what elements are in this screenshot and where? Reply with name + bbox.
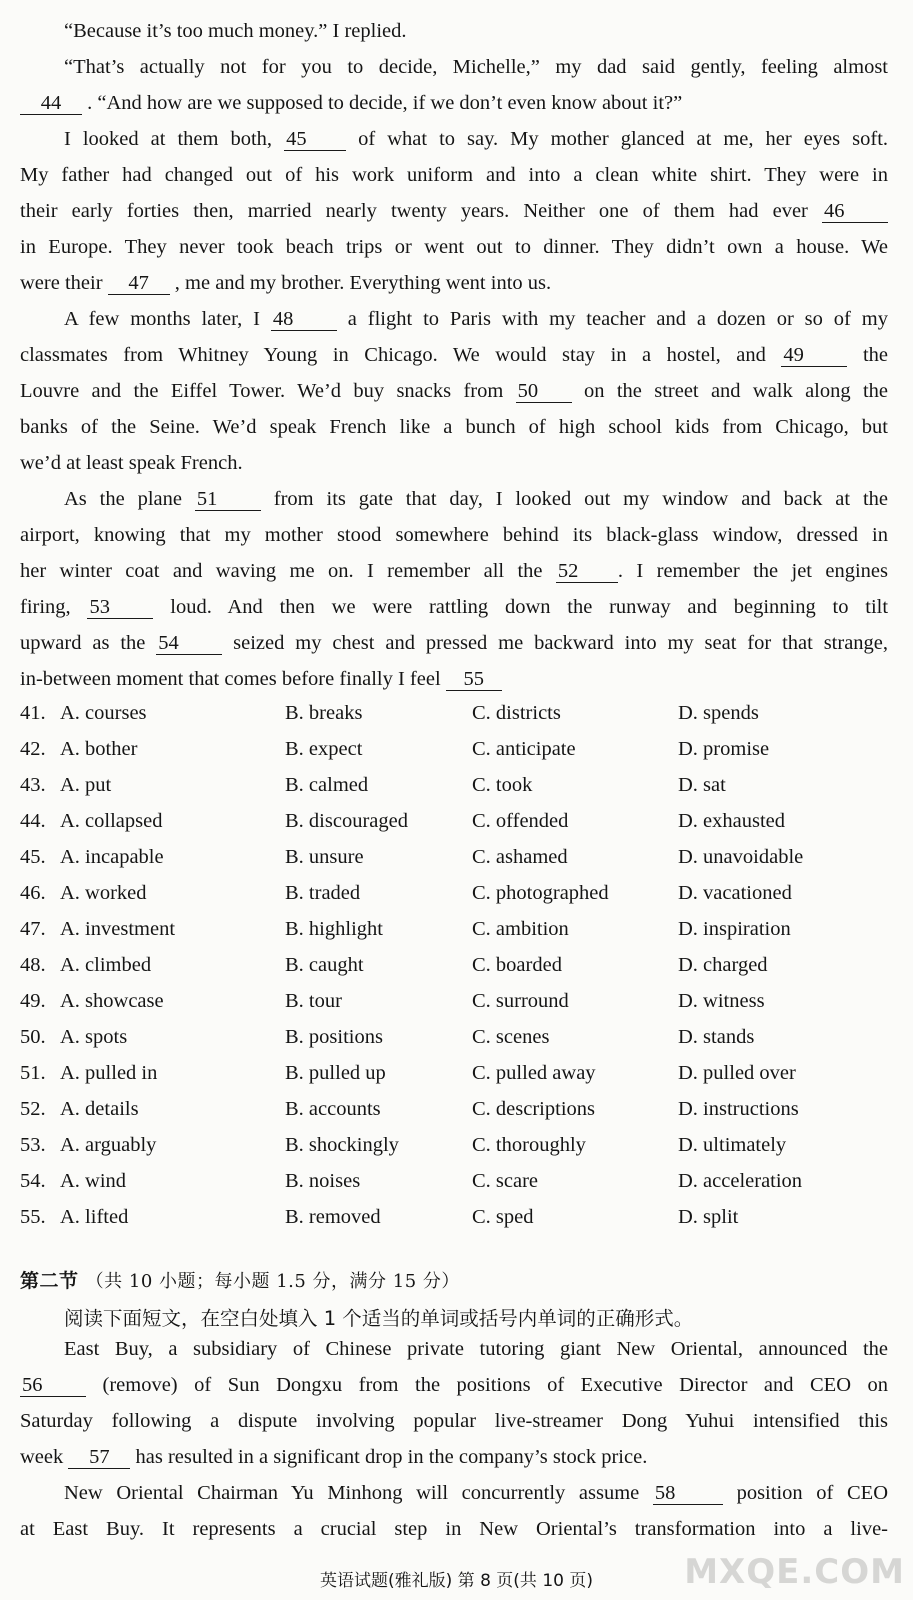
option-row-53 bbox=[20, 1132, 888, 1158]
option-b[interactable]: B. removed bbox=[285, 1206, 381, 1228]
option-a[interactable]: A. collapsed bbox=[60, 810, 163, 832]
text: My father had changed out of his work uniform and into a clean white shirt. They were in bbox=[20, 164, 888, 186]
question-number: 48. bbox=[20, 954, 46, 976]
option-b[interactable]: B. traded bbox=[285, 882, 361, 904]
text: from its gate that day, I looked out my window and back at the bbox=[273, 488, 888, 510]
passage-line bbox=[64, 55, 888, 79]
option-d[interactable]: D. pulled over bbox=[678, 1062, 796, 1084]
option-b[interactable]: B. expect bbox=[285, 738, 363, 760]
question-number: 54. bbox=[20, 1170, 46, 1192]
option-a[interactable]: A. spots bbox=[60, 1026, 128, 1048]
option-c[interactable]: C. took bbox=[472, 774, 533, 796]
option-a[interactable]: A. bother bbox=[60, 738, 138, 760]
option-b[interactable]: B. positions bbox=[285, 1026, 383, 1048]
question-number: 43. bbox=[20, 774, 46, 796]
blank-57[interactable]: 57 bbox=[68, 1446, 130, 1469]
passage-line bbox=[20, 415, 888, 439]
text: Louvre and the Eiffel Tower. We’d buy snacks from bbox=[20, 380, 504, 402]
option-d[interactable]: D. sat bbox=[678, 774, 726, 796]
question-number: 53. bbox=[20, 1134, 46, 1156]
text: (remove) of Sun Dongxu from the positions of Executive Director and CEO on bbox=[102, 1374, 888, 1396]
text: classmates from Whitney Young in Chicago. We would stay in a hostel, and bbox=[20, 344, 766, 366]
text: at East Buy. It represents a crucial step in New Oriental’s transformation into a live- bbox=[20, 1518, 888, 1540]
passage-line bbox=[64, 1337, 888, 1361]
text: we’d at least speak French. bbox=[20, 452, 243, 474]
option-d[interactable]: D. witness bbox=[678, 990, 765, 1012]
text: firing, bbox=[20, 596, 71, 618]
option-c[interactable]: C. ambition bbox=[472, 918, 569, 940]
text: , me and my brother. Everything went into us. bbox=[174, 272, 552, 294]
option-a[interactable]: A. wind bbox=[60, 1170, 127, 1192]
option-d[interactable]: D. ultimately bbox=[678, 1134, 787, 1156]
option-a[interactable]: A. incapable bbox=[60, 846, 164, 868]
option-row-51 bbox=[20, 1060, 888, 1086]
option-c[interactable]: C. sped bbox=[472, 1206, 534, 1228]
text: banks of the Seine. We’d speak French like a bunch of high school kids from Chicago, but bbox=[20, 416, 888, 438]
text: her winter coat and waving me on. I remember all the bbox=[20, 560, 543, 582]
option-c[interactable]: C. offended bbox=[472, 810, 569, 832]
text: seized my chest and pressed me backward into my seat for that strange, bbox=[233, 632, 889, 654]
question-number: 44. bbox=[20, 810, 46, 832]
option-b[interactable]: B. caught bbox=[285, 954, 364, 976]
text: East Buy, a subsidiary of Chinese private tutoring giant New Oriental, announced the bbox=[64, 1338, 888, 1360]
question-number: 42. bbox=[20, 738, 46, 760]
passage-line bbox=[20, 1373, 888, 1397]
text: week bbox=[20, 1446, 64, 1468]
text: their early forties then, married nearly twenty years. Neither one of them had ever bbox=[20, 200, 808, 222]
text: a flight to Paris with my teacher and a dozen or so of my bbox=[347, 308, 888, 330]
text: airport, knowing that my mother stood somewhere behind its black-glass window, dressed in bbox=[20, 524, 888, 546]
text: “That’s actually not for you to decide, Michelle,” my dad said gently, feeling almost bbox=[64, 56, 888, 78]
passage-line bbox=[20, 1409, 888, 1433]
option-a[interactable]: A. courses bbox=[60, 702, 147, 724]
option-row-43 bbox=[20, 772, 888, 798]
passage-line bbox=[20, 235, 888, 259]
option-b[interactable]: B. pulled up bbox=[285, 1062, 386, 1084]
option-row-42 bbox=[20, 736, 888, 762]
text: were their bbox=[20, 272, 103, 294]
option-d[interactable]: D. charged bbox=[678, 954, 768, 976]
option-d[interactable]: D. stands bbox=[678, 1026, 755, 1048]
question-number: 55. bbox=[20, 1206, 46, 1228]
text: position of CEO bbox=[736, 1482, 889, 1504]
text: . “And how are we supposed to decide, if we don’t even know about it?” bbox=[87, 92, 683, 114]
option-c[interactable]: C. boarded bbox=[472, 954, 562, 976]
text: in Europe. They never took beach trips or went out to dinner. They didn’t own a house. We bbox=[20, 236, 888, 258]
question-number: 45. bbox=[20, 846, 46, 868]
option-row-47 bbox=[20, 916, 888, 942]
option-c[interactable]: C. scenes bbox=[472, 1026, 550, 1048]
question-number: 52. bbox=[20, 1098, 46, 1120]
blank-52[interactable]: 52 bbox=[556, 560, 618, 583]
text: Saturday following a dispute involving popular live-streamer Dong Yuhui intensified this bbox=[20, 1410, 888, 1432]
option-b[interactable]: B. discouraged bbox=[285, 810, 408, 832]
option-d[interactable]: D. acceleration bbox=[678, 1170, 803, 1192]
option-b[interactable]: B. highlight bbox=[285, 918, 383, 940]
option-b[interactable]: B. accounts bbox=[285, 1098, 381, 1120]
section-instruction: 阅读下面短文，在空白处填入 1 个适当的单词或括号内单词的正确形式。 bbox=[64, 1307, 694, 1330]
question-number: 50. bbox=[20, 1026, 46, 1048]
option-a[interactable]: A. details bbox=[60, 1098, 139, 1120]
text: As the plane bbox=[64, 488, 182, 510]
option-b[interactable]: B. breaks bbox=[285, 702, 363, 724]
blank-50[interactable]: 50 bbox=[516, 380, 572, 403]
option-d[interactable]: D. spends bbox=[678, 702, 759, 724]
passage-line bbox=[20, 559, 888, 583]
option-a[interactable]: A. investment bbox=[60, 918, 176, 940]
blank-46[interactable]: 46 bbox=[822, 200, 888, 223]
text: A few months later, I bbox=[64, 308, 260, 330]
option-b[interactable]: B. noises bbox=[285, 1170, 361, 1192]
passage-line bbox=[20, 343, 888, 367]
text: has resulted in a significant drop in the company’s stock price. bbox=[135, 1446, 648, 1468]
option-a[interactable]: A. pulled in bbox=[60, 1062, 158, 1084]
passage-line bbox=[20, 163, 888, 187]
passage-line bbox=[20, 1517, 888, 1541]
option-row-46 bbox=[20, 880, 888, 906]
blank-58[interactable]: 58 bbox=[653, 1482, 723, 1505]
option-b[interactable]: B. shockingly bbox=[285, 1134, 399, 1156]
question-number: 46. bbox=[20, 882, 46, 904]
option-row-50 bbox=[20, 1024, 888, 1050]
option-row-45 bbox=[20, 844, 888, 870]
option-c[interactable]: C. ashamed bbox=[472, 846, 568, 868]
blank-49[interactable]: 49 bbox=[781, 344, 847, 367]
option-d[interactable]: D. exhausted bbox=[678, 810, 786, 832]
option-c[interactable]: C. pulled away bbox=[472, 1062, 596, 1084]
option-c[interactable]: C. descriptions bbox=[472, 1098, 595, 1120]
blank-47[interactable]: 47 bbox=[108, 272, 170, 295]
passage-line bbox=[64, 1481, 888, 1505]
option-row-52 bbox=[20, 1096, 888, 1122]
option-b[interactable]: B. tour bbox=[285, 990, 342, 1012]
text: loud. And then we were rattling down the runway and beginning to tilt bbox=[170, 596, 889, 618]
passage-line bbox=[20, 91, 888, 115]
option-c[interactable]: C. anticipate bbox=[472, 738, 576, 760]
question-number: 47. bbox=[20, 918, 46, 940]
text: “Because it’s too much money.” I replied. bbox=[64, 20, 407, 42]
passage-line bbox=[20, 1445, 888, 1469]
option-d[interactable]: D. promise bbox=[678, 738, 770, 760]
option-a[interactable]: A. lifted bbox=[60, 1206, 129, 1228]
option-row-49 bbox=[20, 988, 888, 1014]
text: the bbox=[862, 344, 888, 366]
passage-line bbox=[20, 523, 888, 547]
text: . I remember the jet engines bbox=[617, 560, 889, 582]
option-a[interactable]: A. showcase bbox=[60, 990, 164, 1012]
option-b[interactable]: B. calmed bbox=[285, 774, 369, 796]
passage-line bbox=[20, 631, 888, 655]
option-a[interactable]: A. arguably bbox=[60, 1134, 157, 1156]
blank-51[interactable]: 51 bbox=[195, 488, 261, 511]
blank-48[interactable]: 48 bbox=[271, 308, 337, 331]
blank-54[interactable]: 54 bbox=[156, 632, 222, 655]
option-c[interactable]: C. surround bbox=[472, 990, 569, 1012]
text: of what to say. My mother glanced at me, her eyes soft. bbox=[358, 128, 889, 150]
question-number: 51. bbox=[20, 1062, 46, 1084]
option-d[interactable]: D. inspiration bbox=[678, 918, 791, 940]
option-c[interactable]: C. thoroughly bbox=[472, 1134, 586, 1156]
blank-45[interactable]: 45 bbox=[284, 128, 346, 151]
passage-line bbox=[20, 379, 888, 403]
blank-55[interactable]: 55 bbox=[446, 668, 502, 691]
section-title: 第二节 bbox=[20, 1270, 79, 1292]
passage-line bbox=[20, 271, 888, 295]
text: New Oriental Chairman Yu Minhong will concurrently assume bbox=[64, 1482, 640, 1504]
option-d[interactable]: D. instructions bbox=[678, 1098, 799, 1120]
question-number: 41. bbox=[20, 702, 46, 724]
watermark-logo: MXQE.COM bbox=[684, 1552, 905, 1592]
text: in-between moment that comes before finally I feel bbox=[20, 668, 441, 690]
option-a[interactable]: A. climbed bbox=[60, 954, 152, 976]
blank-56[interactable]: 56 bbox=[20, 1374, 86, 1397]
blank-53[interactable]: 53 bbox=[87, 596, 153, 619]
passage-line bbox=[64, 19, 888, 43]
text: on the street and walk along the bbox=[584, 380, 889, 402]
option-d[interactable]: D. vacationed bbox=[678, 882, 792, 904]
passage-line bbox=[20, 595, 888, 619]
option-c[interactable]: C. scare bbox=[472, 1170, 539, 1192]
passage-line bbox=[64, 127, 888, 151]
option-row-41 bbox=[20, 700, 888, 726]
option-row-54 bbox=[20, 1168, 888, 1194]
option-d[interactable]: D. split bbox=[678, 1206, 739, 1228]
blank-44[interactable]: 44 bbox=[20, 92, 82, 115]
option-c[interactable]: C. photographed bbox=[472, 882, 609, 904]
text: I looked at them both, bbox=[64, 128, 273, 150]
option-a[interactable]: A. worked bbox=[60, 882, 147, 904]
question-number: 49. bbox=[20, 990, 46, 1012]
passage-line bbox=[20, 199, 888, 223]
passage-line bbox=[20, 451, 888, 475]
passage-line bbox=[64, 487, 888, 511]
option-a[interactable]: A. put bbox=[60, 774, 112, 796]
option-d[interactable]: D. unavoidable bbox=[678, 846, 804, 868]
option-row-55 bbox=[20, 1204, 888, 1230]
option-c[interactable]: C. districts bbox=[472, 702, 561, 724]
passage-line bbox=[64, 307, 888, 331]
page-footer: 英语试题(雅礼版) 第 8 页(共 10 页) bbox=[320, 1571, 593, 1591]
passage-line bbox=[20, 667, 888, 691]
option-row-44 bbox=[20, 808, 888, 834]
option-row-48 bbox=[20, 952, 888, 978]
text: upward as the bbox=[20, 632, 146, 654]
option-b[interactable]: B. unsure bbox=[285, 846, 364, 868]
section-detail: （共 10 小题；每小题 1.5 分，满分 15 分） bbox=[85, 1271, 460, 1292]
section-heading bbox=[20, 1266, 460, 1293]
